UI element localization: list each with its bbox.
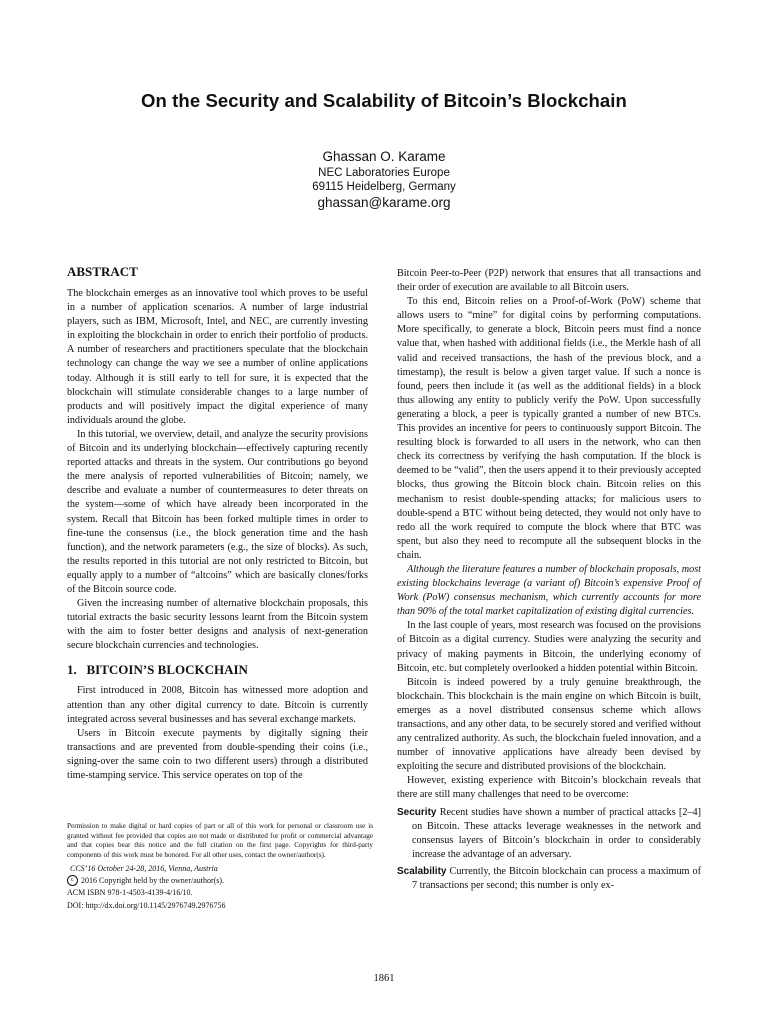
body-paragraph: First introduced in 2008, Bitcoin has witnessed more adoption and attention than any other digital currency to date. Bitcoin is currently integrated across several businesses and has several exchange markets.: [67, 685, 368, 725]
challenge-item: [397, 806, 701, 862]
right-column: [397, 267, 701, 893]
copyright-icon: c: [67, 875, 78, 886]
abstract-paragraph: In this tutorial, we overview, detail, and analyze the security provisions of Bitcoin and its underlying blockchain—effectively capturing recently reported attacks and threats in the system. Our contributions go beyond the mere analysis of reported vulnerabilities of Bitcoin; namely, we describe and evaluate a number of countermeasures to deter threats on the system—some of which have already been incorporated in the system. Recall that Bitcoin has been forked multiple times in order to fine-tune the consensus (i.e., the block generation time and the hash function), and the network parameters (e.g., the size of blocks). As such, the results reported in this tutorial are not only restricted to Bitcoin, but equally apply to a number of “altcoins” which are basically clones/forks of the Bitcoin source code.: [67, 428, 368, 595]
copyright-text: 2016 Copyright held by the owner/author(s).: [81, 875, 225, 885]
section-heading: 1. BITCOIN’S BLOCKCHAIN: [67, 662, 248, 678]
italic-paragraph: Although the literature features a number of blockchain proposals, most existing blockchains leverage (a variant of) Bitcoin’s expensive Proof of Work (PoW) consensus mechanism, which currently accounts for more than 90% of the total market capitalization of existing digital currencies.: [397, 563, 701, 618]
body-paragraph: Bitcoin is indeed powered by a truly genuine breakthrough, the blockchain. This blockchain is the main engine on which Bitcoin is built, emerges as a novel distributed consensus scheme which allows transactions, and any other data, to be securely stored and verified without any centralized authority. As such, the blockchain fueled innovation, and a number of innovative applications have already been devised by exploiting the secure and distributed provisions of the blockchain.: [397, 676, 701, 773]
abstract-paragraph: Given the increasing number of alternative blockchain proposals, this tutorial extracts the basic security lessons learnt from the Bitcoin system with the aim to foster better designs and analysis of next-generation secure blockchain currencies and technologies.: [67, 598, 368, 652]
author-email: ghassan@karame.org: [317, 195, 451, 210]
author-name: Ghassan O. Karame: [322, 149, 446, 164]
challenge-list: [397, 806, 701, 894]
permission-block: [67, 822, 373, 912]
challenge-term: Scalability: [397, 865, 447, 877]
permission-notice: Permission to make digital or hard copies of part or all of this work for personal or classroom use is granted without fee provided that copies are not made or distributed for profit or commercial advantage and that copies bear this notice and the full citation on the first page. Copyrights for third-party components of this work must be honored. For all other uses, contact the owner/author(s).: [67, 822, 373, 860]
copyright-line: [67, 875, 373, 888]
conference-venue: CCS’16 October 24-28, 2016, Vienna, Austria: [70, 863, 218, 873]
abstract-paragraph: The blockchain emerges as an innovative tool which proves to be useful in a number of application scenarios. A number of large industrial players, such as IBM, Microsoft, Intel, and NEC, are currently investing in exploiting the blockchain in order to enrich their portfolio of products. A number of researchers and practitioners speculate that the blockchain technology can change the way we see a number of online applications today. Although it is still early to tell for sure, it is expected that the blockchain will stimulate considerable changes to a large number of products and will positively impact the digital experience of many individuals around the globe.: [67, 288, 368, 426]
author-affiliation: NEC Laboratories Europe: [318, 167, 450, 179]
body-paragraph: In the last couple of years, most research was focused on the provisions of Bitcoin as a digital currency. Studies were analyzing the security and privacy of making payments in Bitcoin, the underlying economy of Bitcoin, etc. but completely overlooked a hidden potential within Bitcoin.: [397, 620, 701, 674]
doi-link[interactable]: DOI: http://dx.doi.org/10.1145/2976749.2976756: [67, 900, 226, 910]
body-paragraph: Bitcoin Peer-to-Peer (P2P) network that ensures that all transactions and their order of execution are available to all Bitcoin users.: [397, 268, 701, 294]
abstract-heading: ABSTRACT: [67, 264, 138, 279]
body-paragraph: However, existing experience with Bitcoin’s blockchain reveals that there are still many challenges that need to be overcome:: [397, 775, 701, 801]
left-column: [67, 264, 368, 783]
body-paragraph: To this end, Bitcoin relies on a Proof-of-Work (PoW) scheme that allows users to “mine” for digital coins by performing computations. More specifically, to generate a block, Bitcoin peers must find a nonce value that, when hashed with additional fields (i.e., the Merkle hash of all valid and received transactions, the hash of the previous block, and a timestamp), the result is below a given target value. If such a nonce is found, peers then include it (as well as the additional fields) in a block thus allowing any entity to publicly verify the PoW. Upon successfully generating a block, a peer is typically granted a number of new BTCs. This provides an incentive for peers to continuously support Bitcoin. The resulting block is forwarded to all users in the network, who can then check its correctness by verifying the hash computation. If the block is deemed to be “valid”, then the users append it to their previously accepted blocks, thus growing the Bitcoin block chain. Bitcoin relies on this mechanism to resist double-spending attacks; for malicious users to double-spend a BTC without being detected, they would not only have to redo all the work required to compute the block where that BTC was spent, but also they need to recompute all the subsequent blocks in the chain.: [397, 296, 701, 561]
paper-title: On the Security and Scalability of Bitcoin’s Blockchain: [141, 90, 627, 111]
page-number: 1861: [373, 973, 395, 984]
challenge-term: Security: [397, 806, 437, 818]
challenge-text: Recent studies have shown a number of practical attacks [2–4] on Bitcoin. These attacks leverage weaknesses in the network and consensus layers of Bitcoin’s blockchain in order to considerably increase the advantage of an adversary.: [412, 806, 702, 860]
author-block: [0, 148, 768, 212]
author-address: 69115 Heidelberg, Germany: [312, 181, 456, 193]
challenge-text: Currently, the Bitcoin blockchain can process a maximum of 7 transactions per second; this number is only ex-: [412, 865, 702, 892]
body-paragraph: Users in Bitcoin execute payments by digitally signing their transactions and are prevented from double-spending their coins (i.e., signing-over the same coin to two different users) through a distributed time-stamping service. This service operates on top of the: [67, 727, 368, 781]
isbn-line: ACM ISBN 978-1-4503-4139-4/16/10.: [67, 888, 193, 898]
challenge-item: [397, 865, 701, 893]
